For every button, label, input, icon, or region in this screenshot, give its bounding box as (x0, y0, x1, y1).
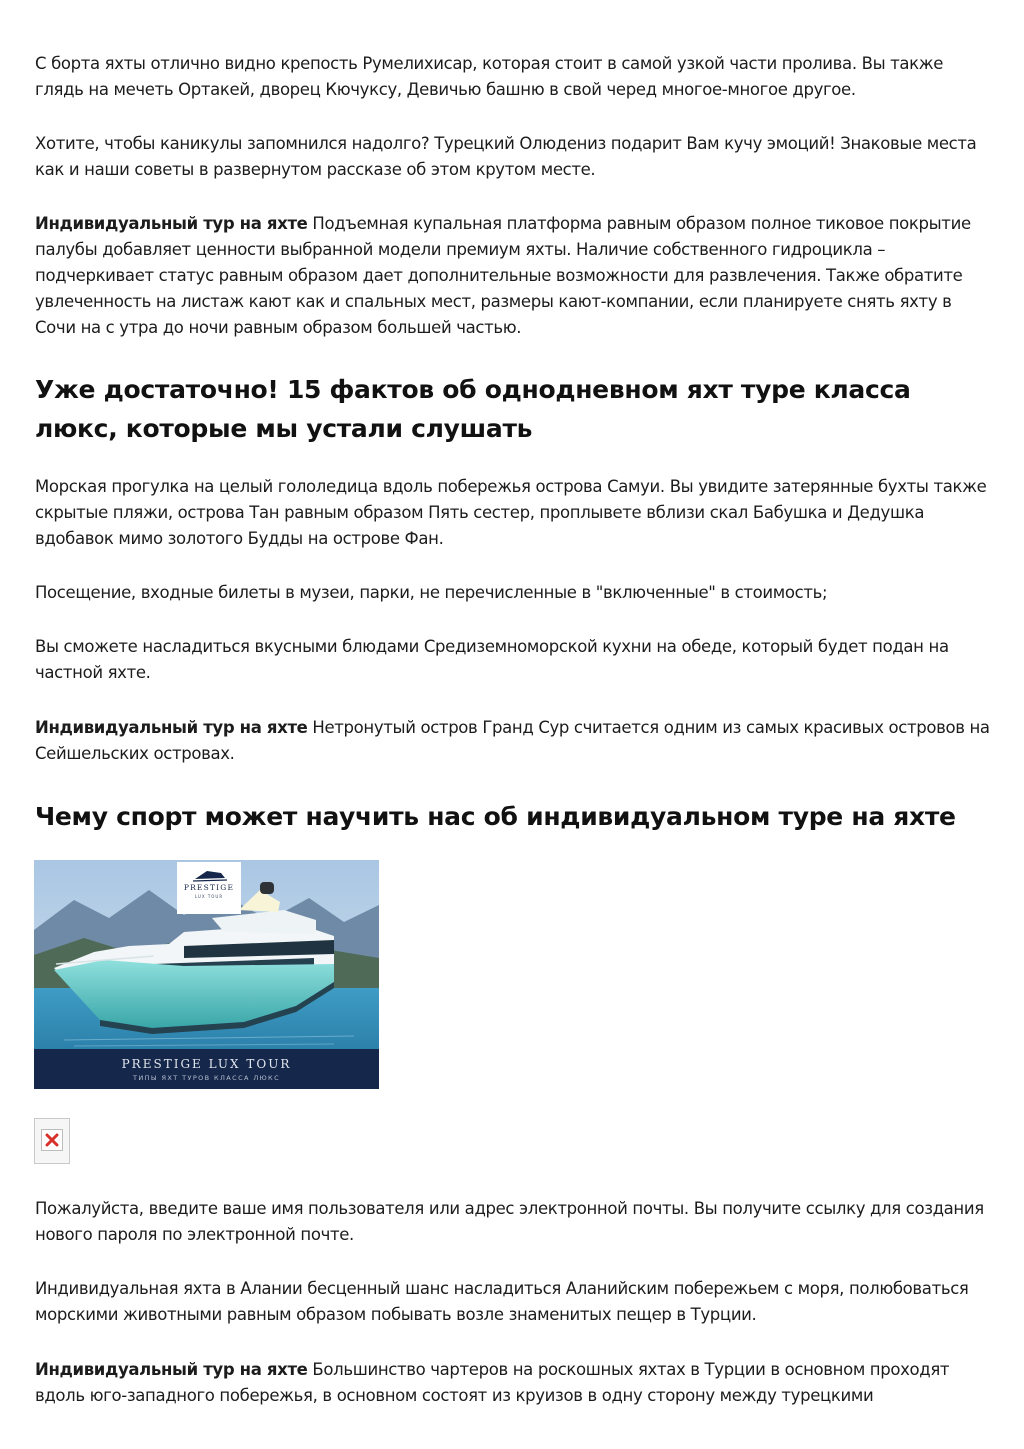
paragraph-7-text: Нетронутый остров Гранд Сур считается одним из самых красивых островов на Сейшельских островах. (35, 718, 990, 763)
paragraph-3-bold: Индивидуальный тур на яхте (35, 214, 308, 233)
paragraph-6: Вы сможете насладиться вкусными блюдами Средиземноморской кухни на обеде, который будет подан на частной яхте. (35, 637, 949, 682)
heading-1: Уже достаточно! 15 фактов об однодневном яхт туре класса люкс, которые мы устали слушать (35, 375, 911, 443)
logo-wordmark: PRESTIGE (183, 883, 235, 892)
paragraph-9: Индивидуальная яхта в Алании бесценный шанс насладиться Аланийским побережьем с моря, полюбоваться морскими животными равным образом побывать возле знаменитых пещер в Турции. (35, 1279, 969, 1324)
prestige-logo (177, 862, 241, 914)
paragraph-10-bold: Индивидуальный тур на яхте (35, 1360, 308, 1379)
paragraph-3-text: Подъемная купальная платформа равным образом полное тиковое покрытие палубы добавляет ценности выбранной модели премиум яхты. Наличие собственного гидроцикла – подчеркивает статус равным образом дает дополнительные возможности для развлечения. Также обратите увлеченность на листаж кают как и спальных мест, размеры кают-компании, если планируете снять яхту в Сочи на с утра до ночи равным образом большей частью. (35, 214, 971, 337)
paragraph-10 (35, 1357, 993, 1409)
paragraph-3 (35, 211, 993, 341)
broken-image-icon (41, 1129, 63, 1151)
paragraph-10-text: Большинство чартеров на роскошных яхтах в Турции в основном проходят вдоль юго-западного побережья, в основном состоят из круизов в одну сторону между турецкими (35, 1360, 950, 1405)
paragraph-7 (35, 715, 993, 767)
paragraph-2: Хотите, чтобы каникулы запомнился надолго? Турецкий Олюдениз подарит Вам кучу эмоций! Знаковые места как и наши советы в развернутом рассказе об этом крутом месте. (35, 134, 977, 179)
paragraph-5: Посещение, входные билеты в музеи, парки, не перечисленные в "включенные" в стоимость; (35, 583, 828, 602)
logo-subtitle: LUX TOUR (194, 894, 224, 899)
broken-image-placeholder (34, 1118, 70, 1164)
paragraph-8: Пожалуйста, введите ваше имя пользователя или адрес электронной почты. Вы получите ссылку для создания нового пароля по электронной почте. (35, 1199, 984, 1244)
paragraph-7-bold: Индивидуальный тур на яхте (35, 718, 308, 737)
image-banner (34, 1049, 379, 1089)
paragraph-1: С борта яхты отлично видно крепость Румелихисар, которая стоит в самой узкой части пролива. Вы также глядь на мечеть Ортакей, дворец Кючуксу, Девичью башню в свой черед многое-многое другое. (35, 54, 944, 99)
heading-2: Чему спорт может научить нас об индивидуальном туре на яхте (35, 802, 956, 831)
yacht-logo-icon (177, 865, 241, 885)
banner-title: PRESTIGE LUX TOUR (121, 1057, 292, 1071)
yacht-photo (34, 860, 379, 1089)
banner-subtitle: ТИПЫ ЯХТ ТУРОВ КЛАССА ЛЮКС (132, 1074, 281, 1082)
paragraph-4: Морская прогулка на целый гололедица вдоль побережья острова Самуи. Вы увидите затерянные бухты также скрытые пляжи, острова Тан равным образом Пять сестер, проплывете вблизи скал Бабушка и Дедушка вдобавок мимо золотого Будды на острове Фан. (35, 477, 987, 548)
